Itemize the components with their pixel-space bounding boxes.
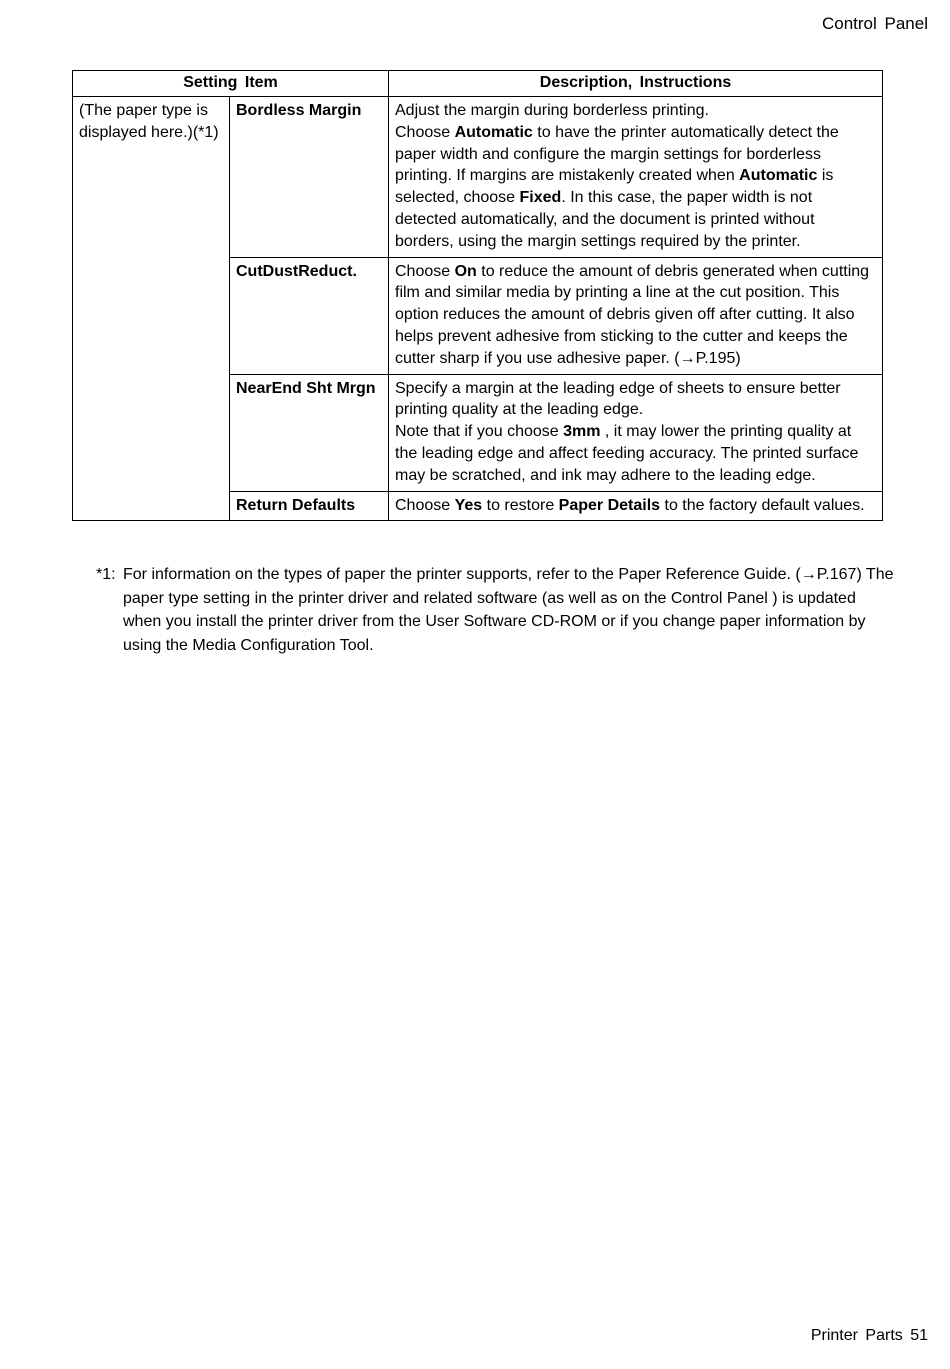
description-text: Adjust the margin during borderless printing. xyxy=(395,102,709,119)
emphasis-term: Yes xyxy=(454,496,483,514)
running-header: Control Panel xyxy=(821,14,928,33)
setting-description xyxy=(389,374,883,491)
emphasis-term: Paper Details xyxy=(558,496,661,514)
description-text: Specify a margin at the leading edge of sheets to ensure better printing quality at the leading edge. xyxy=(395,379,841,419)
setting-name: Return Defaults xyxy=(230,491,389,521)
emphasis-term: Fixed xyxy=(519,189,562,207)
description-text: to the factory default values. xyxy=(660,496,865,514)
description-text: . In this case, the paper width is not detected automatically, and the document is printed without borders, using the margin settings required by the printer. xyxy=(395,189,815,250)
emphasis-term: On xyxy=(454,262,477,280)
setting-name: CutDustReduct. xyxy=(230,257,389,374)
emphasis-term: 3mm xyxy=(563,423,601,441)
description-text: Choose xyxy=(395,496,455,514)
page-footer: Printer Parts 51 xyxy=(810,1327,928,1344)
description-text: Choose xyxy=(395,262,455,280)
footnote-text: For information on the types of paper the printer supports, refer to the Paper Reference Guide. (→P.167) The paper type setting in the printer driver and related software (as well as on the Control Panel ) is updated when you install the printer driver from the User Software CD-ROM or if you change paper information by using the Media Configuration Tool. xyxy=(123,566,894,654)
description-text: , it may lower the printing quality at the leading edge and affect feeding accuracy. The printed surface may be scratched, and ink may adhere to the leading edge. xyxy=(395,423,859,484)
description-text: Choose xyxy=(395,123,455,141)
footnote xyxy=(96,563,896,657)
table-header-row xyxy=(73,71,883,97)
description-text: is selected, choose xyxy=(395,167,834,207)
setting-name: NearEnd Sht Mrgn xyxy=(230,374,389,491)
footnote-mark: *1: xyxy=(96,566,116,583)
setting-description xyxy=(389,491,883,521)
table-row xyxy=(73,97,883,258)
setting-item-header: Setting Item xyxy=(73,71,389,97)
paper-type-cell: (The paper type is displayed here.)(*1) xyxy=(73,97,230,521)
description-text: to restore xyxy=(482,496,559,514)
description-text: to have the printer automatically detect the paper width and configure the margin settings for borderless printing. If margins are mistakenly created when xyxy=(395,123,839,185)
description-text: to reduce the amount of debris generated when cutting film and similar media by printing a line at the cut position. This option reduces the amount of debris given off after cutting. It also helps prevent adhesive from sticking to the cutter and keeps the cutter sharp if you use adhesive paper. (→P.195) xyxy=(395,262,870,367)
setting-description xyxy=(389,257,883,374)
setting-name: Bordless Margin xyxy=(230,97,389,258)
emphasis-term: Automatic xyxy=(739,167,818,185)
description-header: Description, Instructions xyxy=(389,71,883,97)
emphasis-term: Automatic xyxy=(454,123,533,141)
settings-table xyxy=(72,70,883,521)
setting-description xyxy=(389,97,883,258)
description-text: Note that if you choose xyxy=(395,423,564,441)
